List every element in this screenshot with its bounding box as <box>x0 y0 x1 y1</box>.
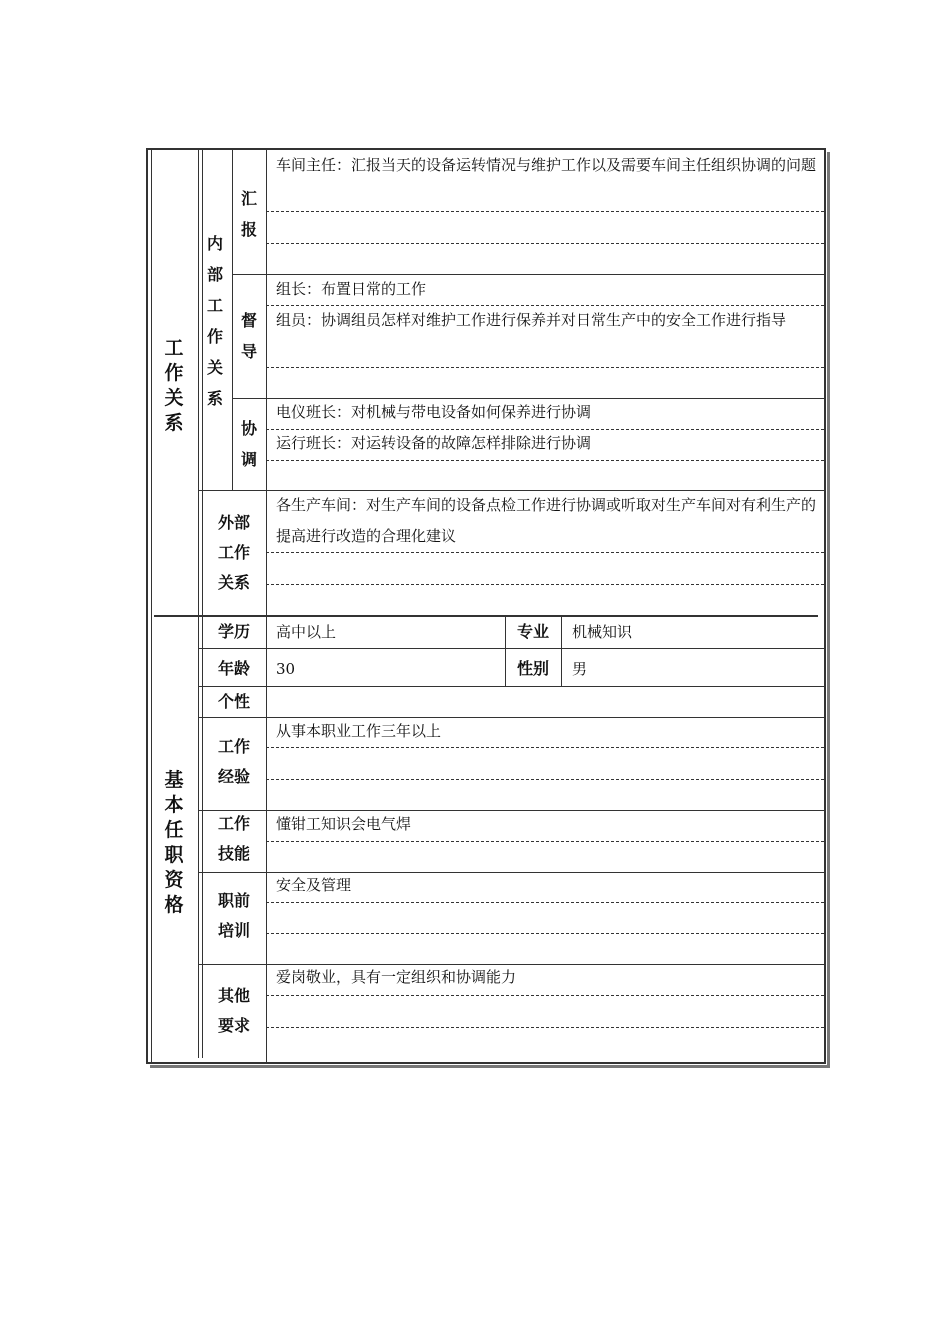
outer-inner-rule <box>151 150 152 1062</box>
dashed-line <box>266 995 824 996</box>
other-label-line-2: 要求 <box>217 1016 250 1035</box>
dashed-line <box>266 1027 824 1028</box>
experience-value: 从事本职业工作三年以上 <box>276 722 442 740</box>
supervise-text-2: 组员：协调组员怎样对维护工作进行保养并对日常生产中的安全工作进行指导 <box>276 311 787 329</box>
training-label-line-1: 职前 <box>217 891 250 910</box>
major-label: 专业 <box>516 622 549 641</box>
report-text: 车间主任：汇报当天的设备运转情况与维护工作以及需要车间主任组织协调的问题 <box>276 156 817 174</box>
other-value: 爱岗敬业，具有一定组织和协调能力 <box>276 968 517 986</box>
dashed-line <box>266 779 824 780</box>
age-label: 年龄 <box>217 659 250 678</box>
gender-label: 性别 <box>516 659 549 678</box>
coordinate-text-1: 电仪班长：对机械与带电设备如何保养进行协调 <box>276 403 592 421</box>
basic-value-divider-2 <box>561 616 562 686</box>
row-rule-age <box>198 686 824 687</box>
age-value: 30 <box>276 660 296 678</box>
major-value: 机械知识 <box>572 623 633 641</box>
training-label-line-2: 培训 <box>217 921 250 940</box>
personality-label: 个性 <box>217 692 250 711</box>
experience-label-line-2: 经验 <box>217 767 250 786</box>
skills-label-line-2: 技能 <box>217 844 250 863</box>
dashed-line <box>266 552 824 553</box>
coordinate-text-2: 运行班长：对运转设备的故障怎样排除进行协调 <box>276 434 592 452</box>
dashed-line <box>266 902 824 903</box>
supervise-label: 督 导 <box>240 311 257 361</box>
dashed-line <box>266 460 824 461</box>
other-label-line-1: 其他 <box>217 986 250 1005</box>
report-label: 汇 报 <box>240 189 257 239</box>
dashed-line <box>266 243 824 244</box>
label-content-divider <box>266 150 267 1062</box>
bottom-left-rule <box>154 1062 266 1064</box>
coordinate-label: 协 调 <box>240 419 257 469</box>
training-value: 安全及管理 <box>276 876 352 894</box>
education-label: 学历 <box>217 622 250 641</box>
dashed-line <box>266 933 824 934</box>
dashed-line <box>266 211 824 212</box>
external-label-line-3: 关系 <box>217 573 250 592</box>
gender-value: 男 <box>572 660 588 678</box>
education-value: 高中以上 <box>276 623 337 641</box>
dashed-line <box>266 841 824 842</box>
row-rule-education <box>198 648 824 649</box>
external-label-line-2: 工作 <box>217 543 250 562</box>
skills-value: 懂钳工知识会电气焊 <box>276 815 412 833</box>
dashed-line <box>266 747 824 748</box>
section-column-divider <box>198 150 199 1058</box>
external-label-line-1: 外部 <box>217 513 250 532</box>
section-label-work-relations: 工 作 关 系 <box>164 337 184 434</box>
skills-label-line-1: 工作 <box>217 814 250 833</box>
internal-column-divider <box>232 150 233 490</box>
dashed-line <box>266 584 824 585</box>
experience-label-line-1: 工作 <box>217 737 250 756</box>
section-label-basic-qualifications: 基 本 任 职 资 格 <box>164 769 184 916</box>
internal-relations-label: 内 部 工 作 关 系 <box>206 234 223 408</box>
external-text: 各生产车间：对生产车间的设备点检工作进行协调或听取对生产车间对有利生产的提高进行改造的合理化建议 <box>276 496 817 545</box>
dashed-line <box>266 367 824 368</box>
job-description-table <box>146 148 828 1068</box>
supervise-text-1: 组长：布置日常的工作 <box>276 280 427 298</box>
